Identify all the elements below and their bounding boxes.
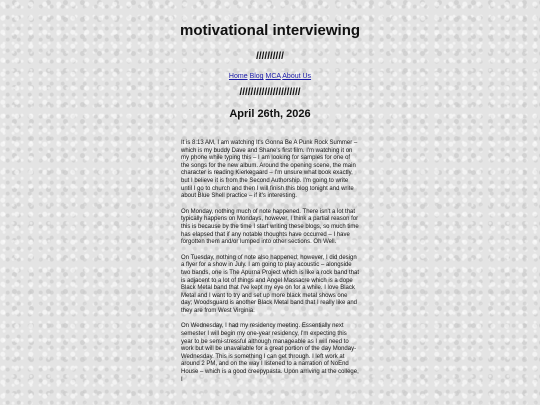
nav-link-blog[interactable]: Blog — [249, 73, 264, 80]
post-date: April 26th, 2026 — [229, 108, 311, 120]
post-paragraph: On Tuesday, nothing of note also happened; however, I did design a flyer for a show in July. I am going to play acoustic – alongside two bands, one is The Apurna Project which is like a rock band that is adjacent to a lot of things and Angel Massacre which is a dope Black Metal band that I've kept my eye on for a while. I love Black Metal and I want to try and set up more black metal shows one day; Woodsguard is another Black Metal band that I really like and they are from West Virginia. — [181, 254, 359, 314]
nav-link-home[interactable]: Home — [228, 73, 248, 80]
nav-link-about-us[interactable]: About Us — [282, 73, 312, 80]
site-title: motivational interviewing — [179, 22, 361, 39]
post-body — [181, 140, 359, 392]
slash-divider-top: ////////// — [256, 51, 284, 62]
nav-link-mca[interactable]: MCA — [265, 73, 281, 80]
post-paragraph: On Monday, nothing much of note happened. There isn't a lot that typically happens on Mondays, however, I think a partial reason for this is because by the time I start writing these blogs, so much time has elapsed that if any notable thoughts have occurred – I have forgotten them and/or lumped into other sections. Oh Well. — [181, 208, 359, 246]
main-nav — [0, 73, 540, 80]
post-paragraph: It is 8:13 AM, I am watching It's Gonna Be A Punk Rock Summer – which is my buddy Dave and Shane's first film. I'm watching it on my phone while typing this – I am looking for samples for one of the songs for the new album. Around the opening scene, the main character is reading Kierkegaard – I'm unsure what book exactly, but I believe it is from the Second Authorship. I'm going to write until I go to church and then I will finish this blog tonight and write about Blue Shell practice – if it's interesting. — [181, 140, 358, 200]
site-header — [0, 0, 540, 120]
post-paragraph: On Wednesday, I had my residency meeting. Essentially next semester I will begin my one-year residency, I'm expecting this year to be semi-stressful although manageable as I will need to work but will be unavailable for a great portion of the day Monday-Wednesday. This is something I can get through. I left work at around 2 PM, and on the way I listened to a narration of NoEnd House – which is a good creepypasta. Upon arriving at the college, I — [181, 323, 359, 383]
slash-divider-bottom: ////////////////////// — [239, 87, 301, 98]
